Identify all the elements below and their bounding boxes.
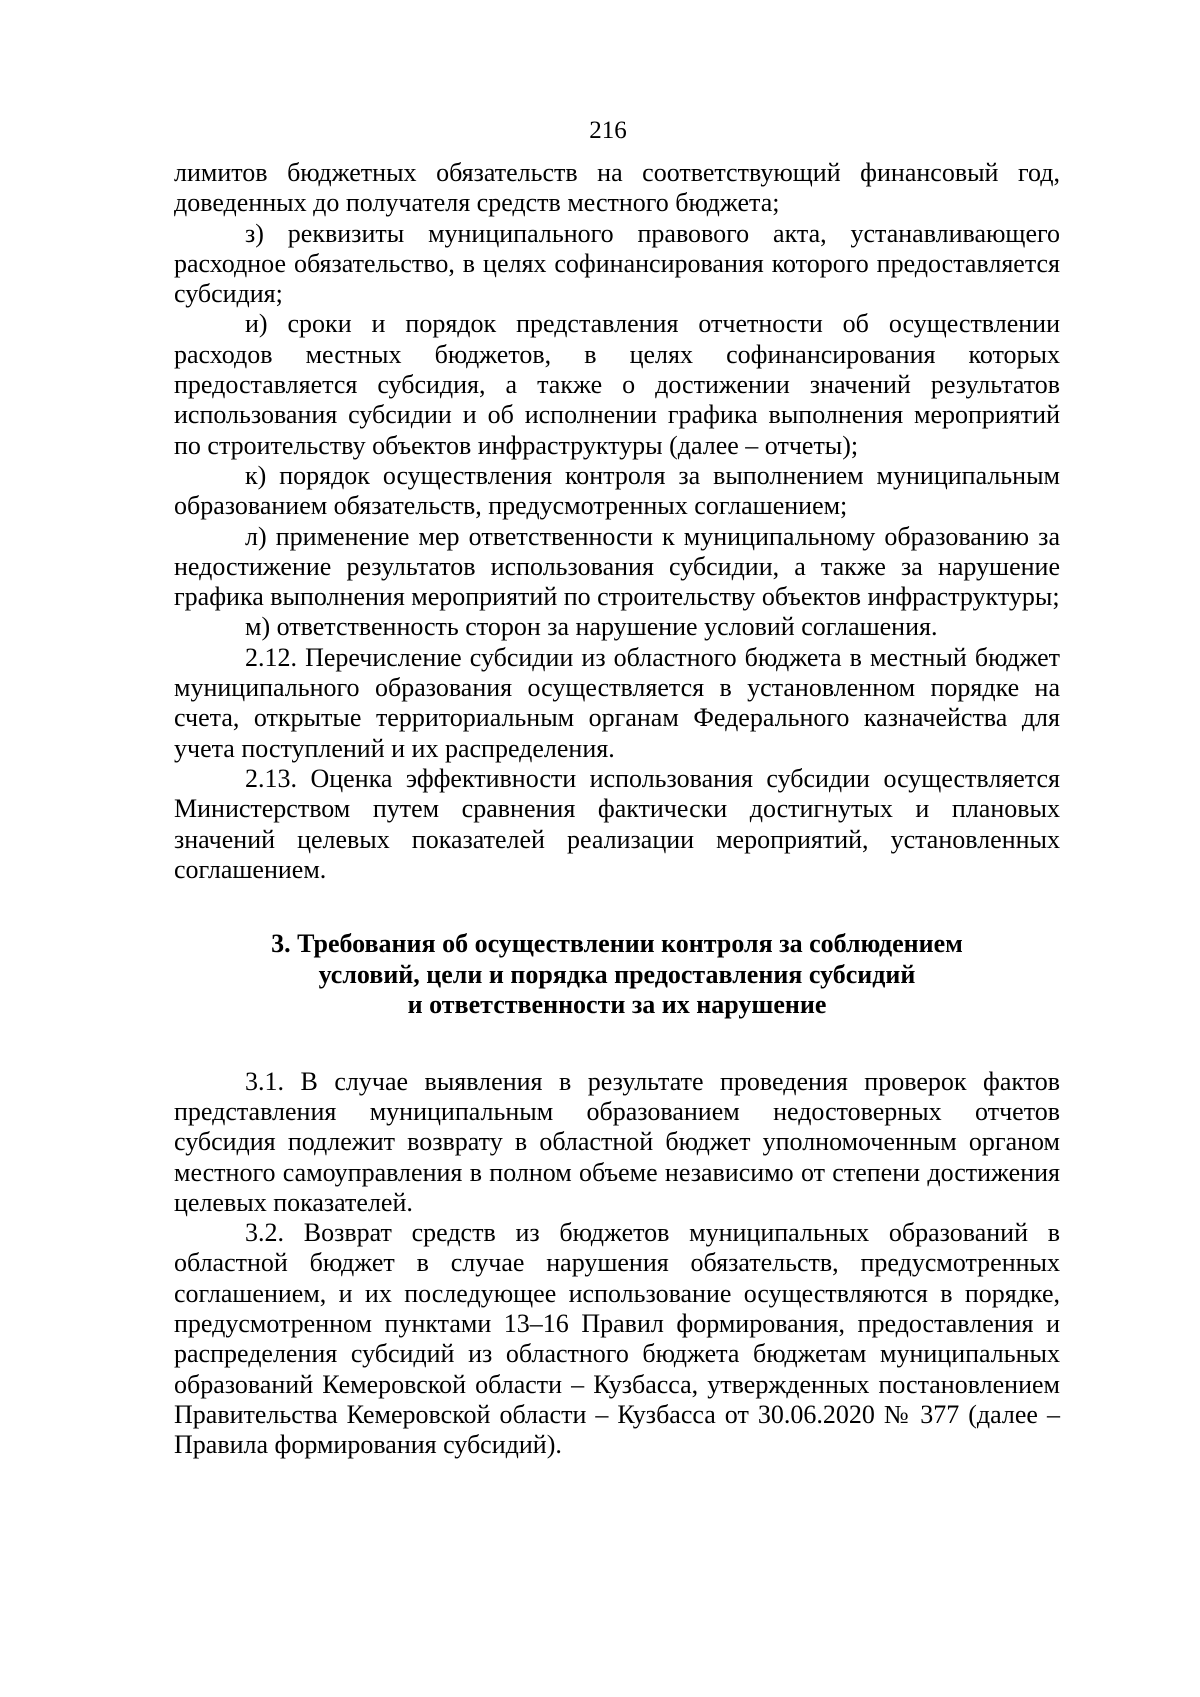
- section-3-body: [174, 1067, 1060, 1461]
- heading-line: и ответственности за их нарушение: [407, 990, 827, 1020]
- heading-line: 3. Требования об осуществлении контроля за соблюдением: [271, 929, 963, 959]
- paragraph: м) ответственность сторон за нарушение условий соглашения.: [245, 612, 938, 642]
- paragraph: 2.12. Перечисление субсидии из областного бюджета в местный бюджет муниципального образования осуществляется в установленном порядке на счета, открытые территориальным органам Федерального казначейства для учета поступлений и их распределения.: [174, 642, 1060, 763]
- heading-line: условий, цели и порядка предоставления субсидий: [318, 959, 916, 989]
- paragraph: 3.1. В случае выявления в результате проведения проверок фактов представления муниципальным образованием недостоверных отчетов субсидия подлежит возврату в областной бюджет уполномоченным органом местного самоуправления в полном объеме независимо от степени достижения целевых показателей.: [174, 1066, 1060, 1217]
- paragraph: к) порядок осуществления контроля за выполнением муниципальным образованием обязательств, предусмотренных соглашением;: [174, 460, 1060, 521]
- page-number: 216: [589, 117, 627, 144]
- document-body: [174, 158, 1060, 1460]
- section-3-heading: [174, 929, 1060, 1021]
- paragraph: лимитов бюджетных обязательств на соответствующий финансовый год, доведенных до получателя средств местного бюджета;: [174, 158, 1060, 218]
- paragraph: 2.13. Оценка эффективности использования субсидии осуществляется Министерством путем сравнения фактически достигнутых и плановых значений целевых показателей реализации мероприятий, установленных соглашением.: [174, 763, 1060, 884]
- paragraph: з) реквизиты муниципального правового акта, устанавливающего расходное обязательство, в целях софинансирования которого предоставляется субсидия;: [174, 218, 1060, 309]
- paragraph: л) применение мер ответственности к муниципальному образованию за недостижение результатов использования субсидии, а также за нарушение графика выполнения мероприятий по строительству объектов инфраструктуры;: [174, 521, 1060, 612]
- paragraph: 3.2. Возврат средств из бюджетов муниципальных образований в областной бюджет в случае нарушения обязательств, предусмотренных соглашением, и их последующее использование осуществляются в порядке, предусмотренном пунктами 13–16 Правил формирования, предоставления и распределения субсидий из областного бюджета бюджетам муниципальных образований Кемеровской области – Кузбасса, утвержденных постановлением Правительства Кемеровской области – Кузбасса от 30.06.2020 № 377 (далее – Правила формирования субсидий).: [174, 1218, 1060, 1460]
- section-2-continuation: [174, 158, 1060, 885]
- paragraph: и) сроки и порядок представления отчетности об осуществлении расходов местных бюджетов, в целях софинансирования которых предоставляется субсидия, а также о достижении значений результатов использования субсидии и об исполнении графика выполнения мероприятий по строительству объектов инфраструктуры (далее – отчеты);: [174, 309, 1060, 460]
